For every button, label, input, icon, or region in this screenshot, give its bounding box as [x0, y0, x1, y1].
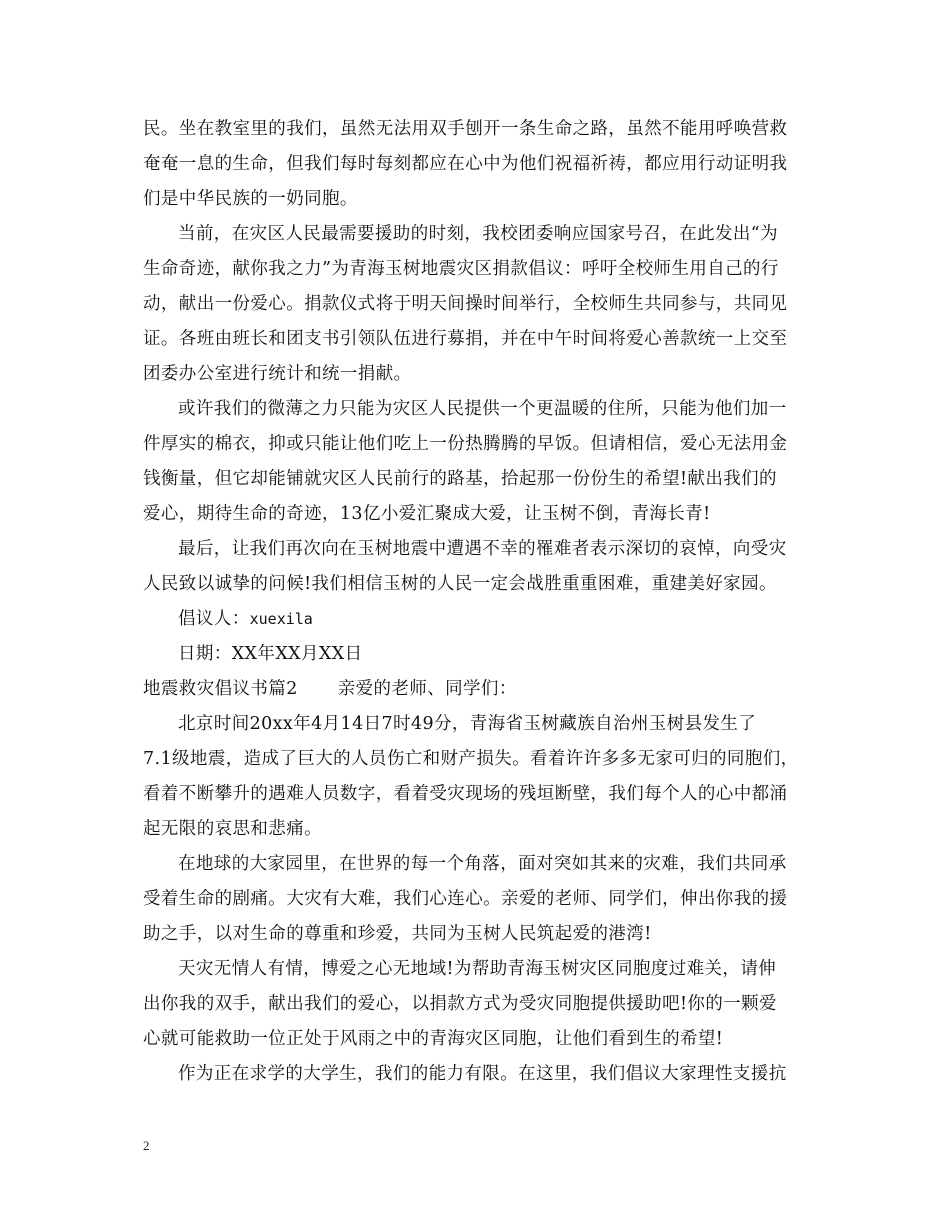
text-line: 7.1级地震，造成了巨大的人员伤亡和财产损失。看着许许多多无家可归的同胞们， [143, 749, 799, 769]
text-line: 团委办公室进行统计和统一捐献。 [143, 364, 412, 384]
paragraph-start: 天灾无情人有情，博爱之心无地域!为帮助青海玉树灾区同胞度过难关，请伸 [178, 959, 777, 979]
paragraph-start: 北京时间20xx年4月14日7时49分，青海省玉树藏族自治州玉树县发生了 [178, 714, 757, 734]
paragraph-start: 或许我们的微薄之力只能为灾区人民提供一个更温暖的住所，只能为他们加一 [178, 399, 787, 419]
text-line: 人民致以诚挚的问候!我们相信玉树的人民一定会战胜重重困难，重建美好家园。 [143, 574, 777, 594]
text-line: 件厚实的棉衣，抑或只能让他们吃上一份热腾腾的早饭。但请相信，爱心无法用金 [143, 434, 788, 454]
document-body [143, 112, 825, 1092]
text-line: 看着不断攀升的遇难人员数字，看着受灾现场的残垣断壁，我们每个人的心中都涌 [143, 784, 788, 804]
text-line: 心就可能救助一位正处于风雨之中的青海灾区同胞，让他们看到生的希望! [143, 1029, 724, 1049]
page-number: 2 [143, 1138, 150, 1153]
proposer-line [143, 602, 825, 637]
text-line: 民。坐在教室里的我们，虽然无法用双手刨开一条生命之路，虽然不能用呼唤营救 [143, 119, 788, 139]
text-line: 爱心，期待生命的奇迹，13亿小爱汇聚成大爱，让玉树不倒，青海长青! [143, 504, 711, 524]
proposer-label: 倡议人： [178, 609, 250, 629]
text-line: 起无限的哀思和悲痛。 [143, 819, 322, 839]
text-line: 奄奄一息的生命，但我们每时每刻都应在心中为他们祝福祈祷，都应用行动证明我 [143, 154, 788, 174]
paragraph-start: 当前，在灾区人民最需要援助的时刻，我校团委响应国家号召，在此发出“为 [178, 224, 779, 244]
text-line: 钱衡量，但它却能铺就灾区人民前行的路基，拾起那一份份生的希望!献出我们的 [143, 469, 777, 489]
text-line: 证。各班由班长和团支书引领队伍进行募捐，并在中午时间将爱心善款统一上交至 [143, 329, 788, 349]
paragraph-start: 在地球的大家园里，在世界的每一个角落，面对突如其来的灾难，我们共同承 [178, 854, 787, 874]
section-heading: 地震救灾倡议书篇2 [143, 679, 298, 699]
section-heading-line [143, 672, 825, 707]
paragraph-start: 最后，让我们再次向在玉树地震中遭遇不幸的罹难者表示深切的哀悼，向受灾 [178, 539, 787, 559]
text-line: 助之手，以对生命的尊重和珍爱，共同为玉树人民筑起爱的港湾! [143, 924, 652, 944]
text-line: 出你我的双手，献出我们的爱心，以捐款方式为受灾同胞提供援助吧!你的一颗爱 [143, 994, 777, 1014]
salutation: 亲爱的老师、同学们： [337, 679, 517, 699]
date-line: 日期：XX年XX月XX日 [178, 644, 363, 664]
proposer-name: xuexila [249, 610, 313, 628]
text-line: 动，献出一份爱心。捐款仪式将于明天间操时间举行，全校师生共同参与，共同见 [143, 294, 788, 314]
text-line: 受着生命的剧痛。大灾有大难，我们心连心。亲爱的老师、同学们，伸出你我的援 [143, 889, 788, 909]
paragraph-start: 作为正在求学的大学生，我们的能力有限。在这里，我们倡议大家理性支援抗 [178, 1064, 787, 1084]
text-line: 们是中华民族的一奶同胞。 [143, 189, 358, 209]
text-line: 生命奇迹，献你我之力”为青海玉树地震灾区捐款倡议：呼吁全校师生用自己的行 [143, 259, 779, 279]
